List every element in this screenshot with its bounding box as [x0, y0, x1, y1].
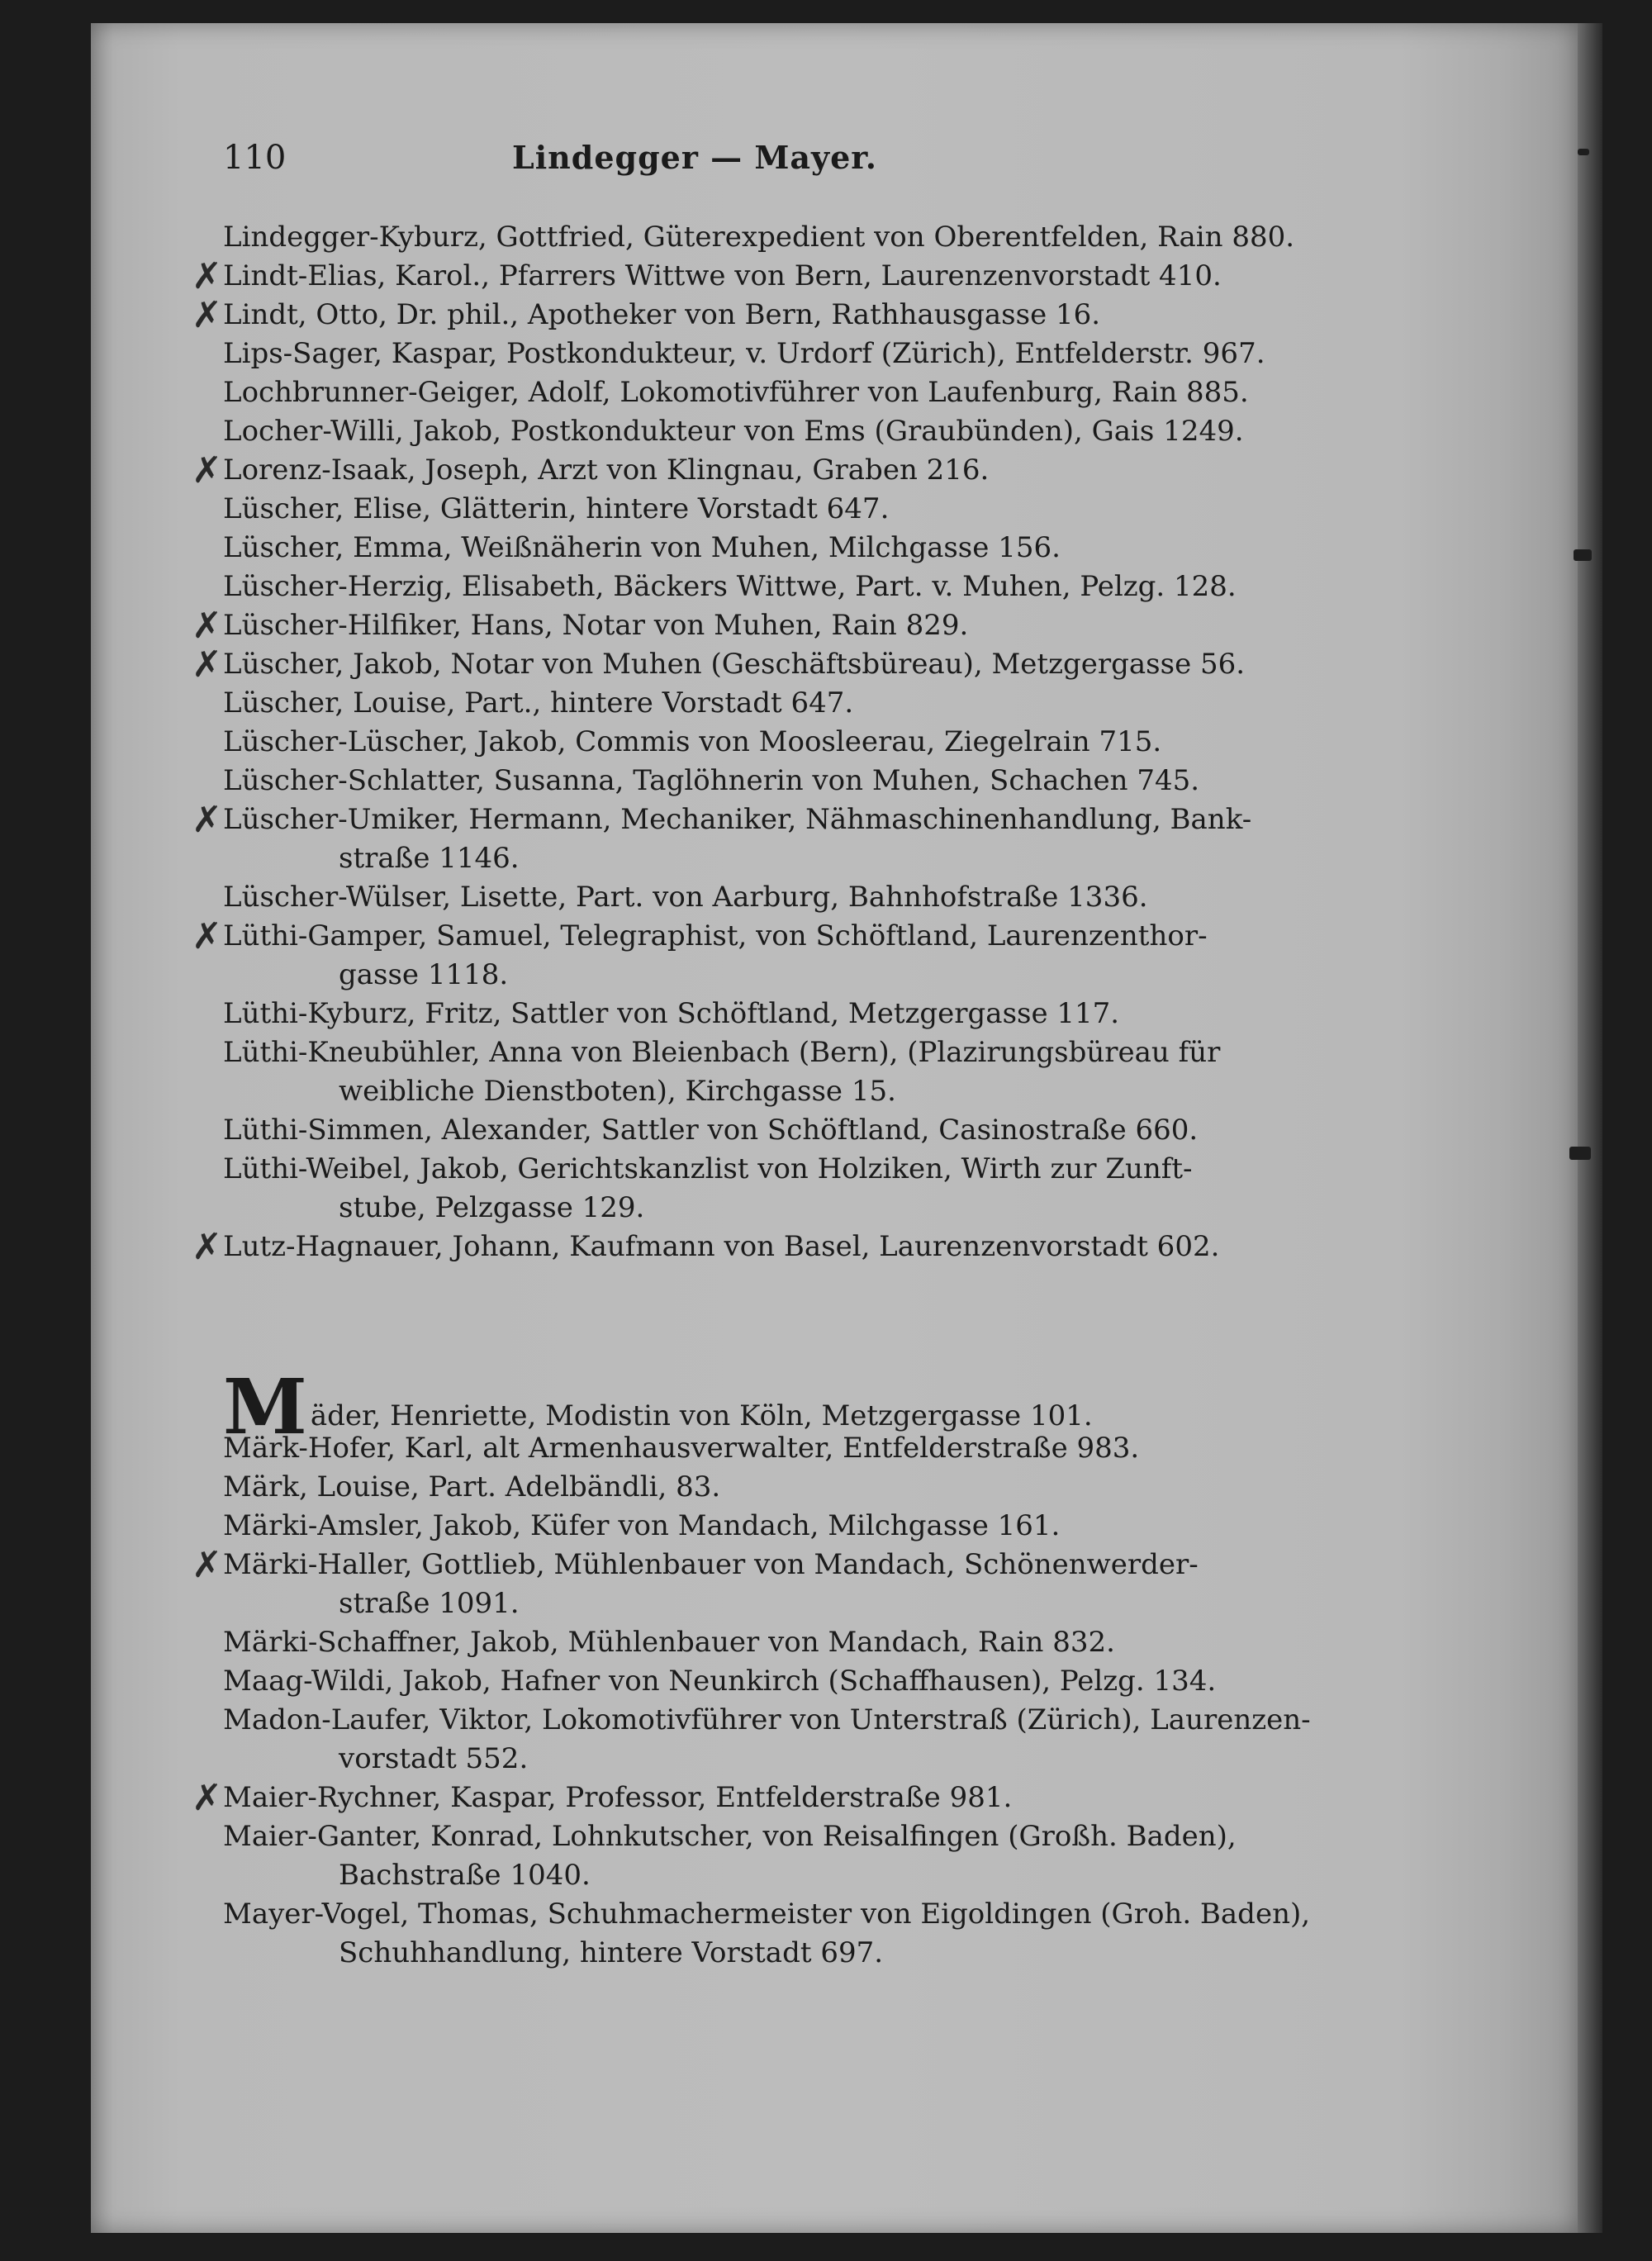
entry-line: Lüthi-Kneubühler, Anna von Bleienbach (Bern), (Plazirungsbüreau für [223, 1036, 1221, 1069]
entry-line: Lüthi-Weibel, Jakob, Gerichtskanzlist von Holziken, Wirth zur Zunft- [223, 1152, 1193, 1185]
entry-line: Maag-Wildi, Jakob, Hafner von Neunkirch (Schaffhausen), Pelzg. 134. [223, 1665, 1217, 1698]
entry-line: Lips-Sager, Kaspar, Postkondukteur, v. Urdorf (Zürich), Entfelderstr. 967. [223, 337, 1265, 370]
check-mark-icon: ✗ [192, 255, 222, 297]
directory-entry [223, 1817, 1429, 1895]
entry-line: Madon-Laufer, Viktor, Lokomotivführer von Unterstraß (Zürich), Laurenzen- [223, 1703, 1311, 1736]
entry-line: Lüscher-Herzig, Elisabeth, Bäckers Wittwe, Part. v. Muhen, Pelzg. 128. [223, 570, 1237, 603]
directory-entry [192, 1226, 1429, 1268]
entry-line: Lindt-Elias, Karol., Pfarrers Wittwe von Bern, Laurenzenvorstadt 410. [223, 259, 1222, 292]
entry-continuation: straße 1146. [339, 842, 520, 875]
directory-entry [223, 1033, 1429, 1111]
check-mark-icon: ✗ [192, 799, 222, 841]
margin-mark [1569, 1147, 1591, 1160]
directory-entry [192, 255, 1429, 297]
directory-entry [223, 995, 1429, 1033]
entry-line: Lüscher, Louise, Part., hintere Vorstadt 647. [223, 686, 854, 720]
entry-line: Lüthi-Gamper, Samuel, Telegraphist, von Schöftland, Laurenzenthor- [223, 919, 1208, 952]
directory-entry [192, 915, 1429, 995]
directory-entry [223, 1623, 1429, 1662]
entry-line: Märk-Hofer, Karl, alt Armenhausverwalter, Entfelderstraße 983. [223, 1432, 1140, 1465]
entry-line: Lüthi-Kyburz, Fritz, Sattler von Schöftland, Metzgergasse 117. [223, 997, 1120, 1030]
check-mark-icon: ✗ [192, 644, 222, 686]
entry-line: Lüscher-Schlatter, Susanna, Taglöhnerin von Muhen, Schachen 745. [223, 764, 1200, 797]
check-mark-icon: ✗ [192, 915, 222, 957]
margin-mark [1578, 149, 1589, 155]
directory-entry [223, 1662, 1429, 1701]
directory-entry [192, 449, 1429, 492]
entry-continuation: straße 1091. [339, 1587, 520, 1620]
entry-line: Locher-Willi, Jakob, Postkondukteur von Ems (Graubünden), Gais 1249. [223, 415, 1244, 448]
entry-line: äder, Henriette, Modistin von Köln, Metzgergasse 101. [310, 1399, 1093, 1432]
directory-entry [223, 1429, 1429, 1468]
directory-entry [192, 644, 1429, 686]
check-mark-icon: ✗ [192, 1226, 222, 1268]
directory-entry [223, 878, 1429, 917]
directory-entry [223, 568, 1429, 606]
directory-entry [192, 294, 1429, 336]
entry-continuation: gasse 1118. [339, 958, 509, 991]
entry-line: Lüscher-Hilfiker, Hans, Notar von Muhen, Rain 829. [223, 609, 969, 642]
directory-entry [223, 529, 1429, 568]
directory-entry [223, 412, 1429, 451]
directory-entry [192, 1777, 1429, 1819]
check-mark-icon: ✗ [192, 1544, 222, 1586]
entry-line: Märki-Schaffner, Jakob, Mühlenbauer von Mandach, Rain 832. [223, 1626, 1115, 1659]
directory-entry [223, 1150, 1429, 1228]
check-mark-icon: ✗ [192, 1777, 222, 1819]
entry-line: Lüscher, Emma, Weißnäherin von Muhen, Milchgasse 156. [223, 531, 1061, 564]
entry-line: Lüscher-Wülser, Lisette, Part. von Aarburg, Bahnhofstraße 1336. [223, 881, 1148, 914]
entry-line: Lutz-Hagnauer, Johann, Kaufmann von Basel, Laurenzenvorstadt 602. [223, 1230, 1220, 1263]
entry-line: Lindt, Otto, Dr. phil., Apotheker von Bern, Rathhausgasse 16. [223, 298, 1101, 331]
directory-entry [223, 684, 1429, 723]
entry-continuation: Bachstraße 1040. [339, 1859, 591, 1892]
directory-entry [223, 373, 1429, 412]
entry-line: Mayer-Vogel, Thomas, Schuhmachermeister von Eigoldingen (Groh. Baden), [223, 1898, 1311, 1931]
directory-entry [223, 1468, 1429, 1507]
check-mark-icon: ✗ [192, 605, 222, 647]
directory-entry [223, 218, 1429, 257]
entry-line: Lüscher, Elise, Glätterin, hintere Vorstadt 647. [223, 492, 890, 525]
directory-entries [192, 0, 1429, 2210]
entry-line: Maier-Ganter, Konrad, Lohnkutscher, von Reisalfingen (Großh. Baden), [223, 1820, 1237, 1853]
directory-entry [223, 1111, 1429, 1150]
entry-continuation: Schuhhandlung, hintere Vorstadt 697. [339, 1936, 884, 1969]
entry-line: Märk, Louise, Part. Adelbändli, 83. [223, 1470, 721, 1503]
directory-entry [192, 1544, 1429, 1623]
directory-entry [223, 1701, 1429, 1779]
directory-entry [192, 605, 1429, 647]
entry-line: Lorenz-Isaak, Joseph, Arzt von Klingnau, Graben 216. [223, 454, 990, 487]
entry-line: Lindegger-Kyburz, Gottfried, Güterexpedient von Oberentfelden, Rain 880. [223, 221, 1295, 254]
entry-line: Lüscher-Umiker, Hermann, Mechaniker, Nähmaschinenhandlung, Bank- [223, 803, 1252, 836]
directory-entry [223, 1895, 1429, 1973]
entry-line: Lüscher, Jakob, Notar von Muhen (Geschäftsbüreau), Metzgergasse 56. [223, 648, 1246, 681]
entry-continuation: stube, Pelzgasse 129. [339, 1191, 645, 1224]
margin-mark [1574, 549, 1592, 561]
entry-continuation: vorstadt 552. [339, 1742, 529, 1775]
directory-entry [223, 762, 1429, 800]
directory-entry [223, 1507, 1429, 1546]
entry-continuation: weibliche Dienstboten), Kirchgasse 15. [339, 1075, 896, 1108]
entry-line: Lochbrunner-Geiger, Adolf, Lokomotivführer von Laufenburg, Rain 885. [223, 376, 1249, 409]
directory-entry [192, 799, 1429, 878]
check-mark-icon: ✗ [192, 449, 222, 492]
entry-line: Lüscher-Lüscher, Jakob, Commis von Moosleerau, Ziegelrain 715. [223, 725, 1162, 758]
directory-entry [223, 335, 1429, 373]
directory-entry [223, 490, 1429, 529]
check-mark-icon: ✗ [192, 294, 222, 336]
entry-line: Maier-Rychner, Kaspar, Professor, Entfelderstraße 981. [223, 1781, 1013, 1814]
entry-line: Lüthi-Simmen, Alexander, Sattler von Schöftland, Casinostraße 660. [223, 1114, 1199, 1147]
entry-line: Märki-Amsler, Jakob, Küfer von Mandach, Milchgasse 161. [223, 1509, 1061, 1542]
section-initial: M [223, 1362, 307, 1451]
entry-line: Märki-Haller, Gottlieb, Mühlenbauer von Mandach, Schönenwerder- [223, 1548, 1199, 1581]
directory-entry [223, 723, 1429, 762]
binding-shadow [1578, 23, 1602, 2233]
page-number: 110 [223, 139, 287, 177]
running-head: Lindegger — Mayer. [512, 139, 878, 176]
